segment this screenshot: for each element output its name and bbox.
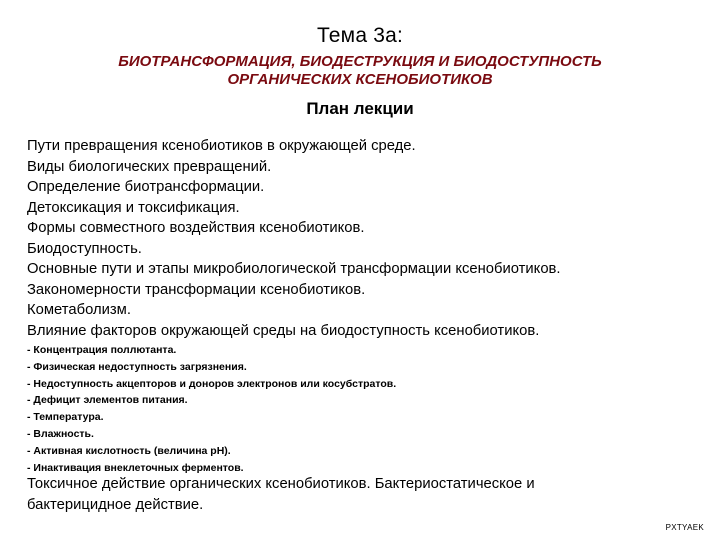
plan-item: Определение биотрансформации.	[27, 179, 265, 195]
factor-item: - Концентрация поллютанта.	[27, 344, 177, 356]
plan-item: Биодоступность.	[27, 240, 142, 257]
subtitle-line-2: ОРГАНИЧЕСКИХ КСЕНОБИОТИКОВ	[227, 71, 493, 88]
plan-item: Основные пути и этапы микробиологической трансформации ксенобиотиков.	[27, 261, 561, 277]
plan-item: Виды биологических превращений.	[27, 158, 272, 175]
factor-item: - Дефицит элементов питания.	[27, 394, 188, 407]
factor-item: - Влажность.	[27, 427, 94, 440]
plan-item: Детоксикация и токсификация.	[27, 199, 240, 216]
plan-item: Влияние факторов окружающей среды на биодоступность ксенобиотиков.	[27, 322, 540, 339]
factor-item: - Активная кислотность (величина рН).	[27, 444, 231, 457]
closing-item	[27, 474, 687, 516]
slide-subtitle	[40, 53, 680, 89]
subtitle-line-1: БИОТРАНСФОРМАЦИЯ, БИОДЕСТРУКЦИЯ И БИОДОСТУПНОСТЬ	[118, 53, 602, 70]
slide-title: Тема 3а:	[316, 24, 404, 47]
plan-item: Закономерности трансформации ксенобиотиков.	[27, 281, 366, 298]
plan-item: Формы совместного воздействия ксенобиотиков.	[27, 220, 365, 236]
closing-line-2: бактерицидное действие.	[27, 497, 204, 513]
factor-item: - Температура.	[27, 411, 104, 424]
plan-heading: План лекции	[306, 99, 414, 118]
lecture-plan-list	[27, 136, 707, 341]
closing-line-1: Токсичное действие органических ксенобиотиков. Бактериостатическое и	[27, 476, 535, 492]
factor-item: - Физическая недоступность загрязнения.	[27, 360, 247, 373]
plan-item: Кометаболизм.	[27, 302, 131, 318]
plan-item: Пути превращения ксенобиотиков в окружающей среде.	[27, 138, 416, 154]
footer-mark: PXTYAEK	[665, 523, 704, 532]
factor-sublist	[27, 342, 627, 476]
factor-item: - Недоступность акцепторов и доноров электронов или косубстратов.	[27, 377, 397, 390]
factor-item: - Инактивация внеклеточных ферментов.	[27, 461, 244, 474]
